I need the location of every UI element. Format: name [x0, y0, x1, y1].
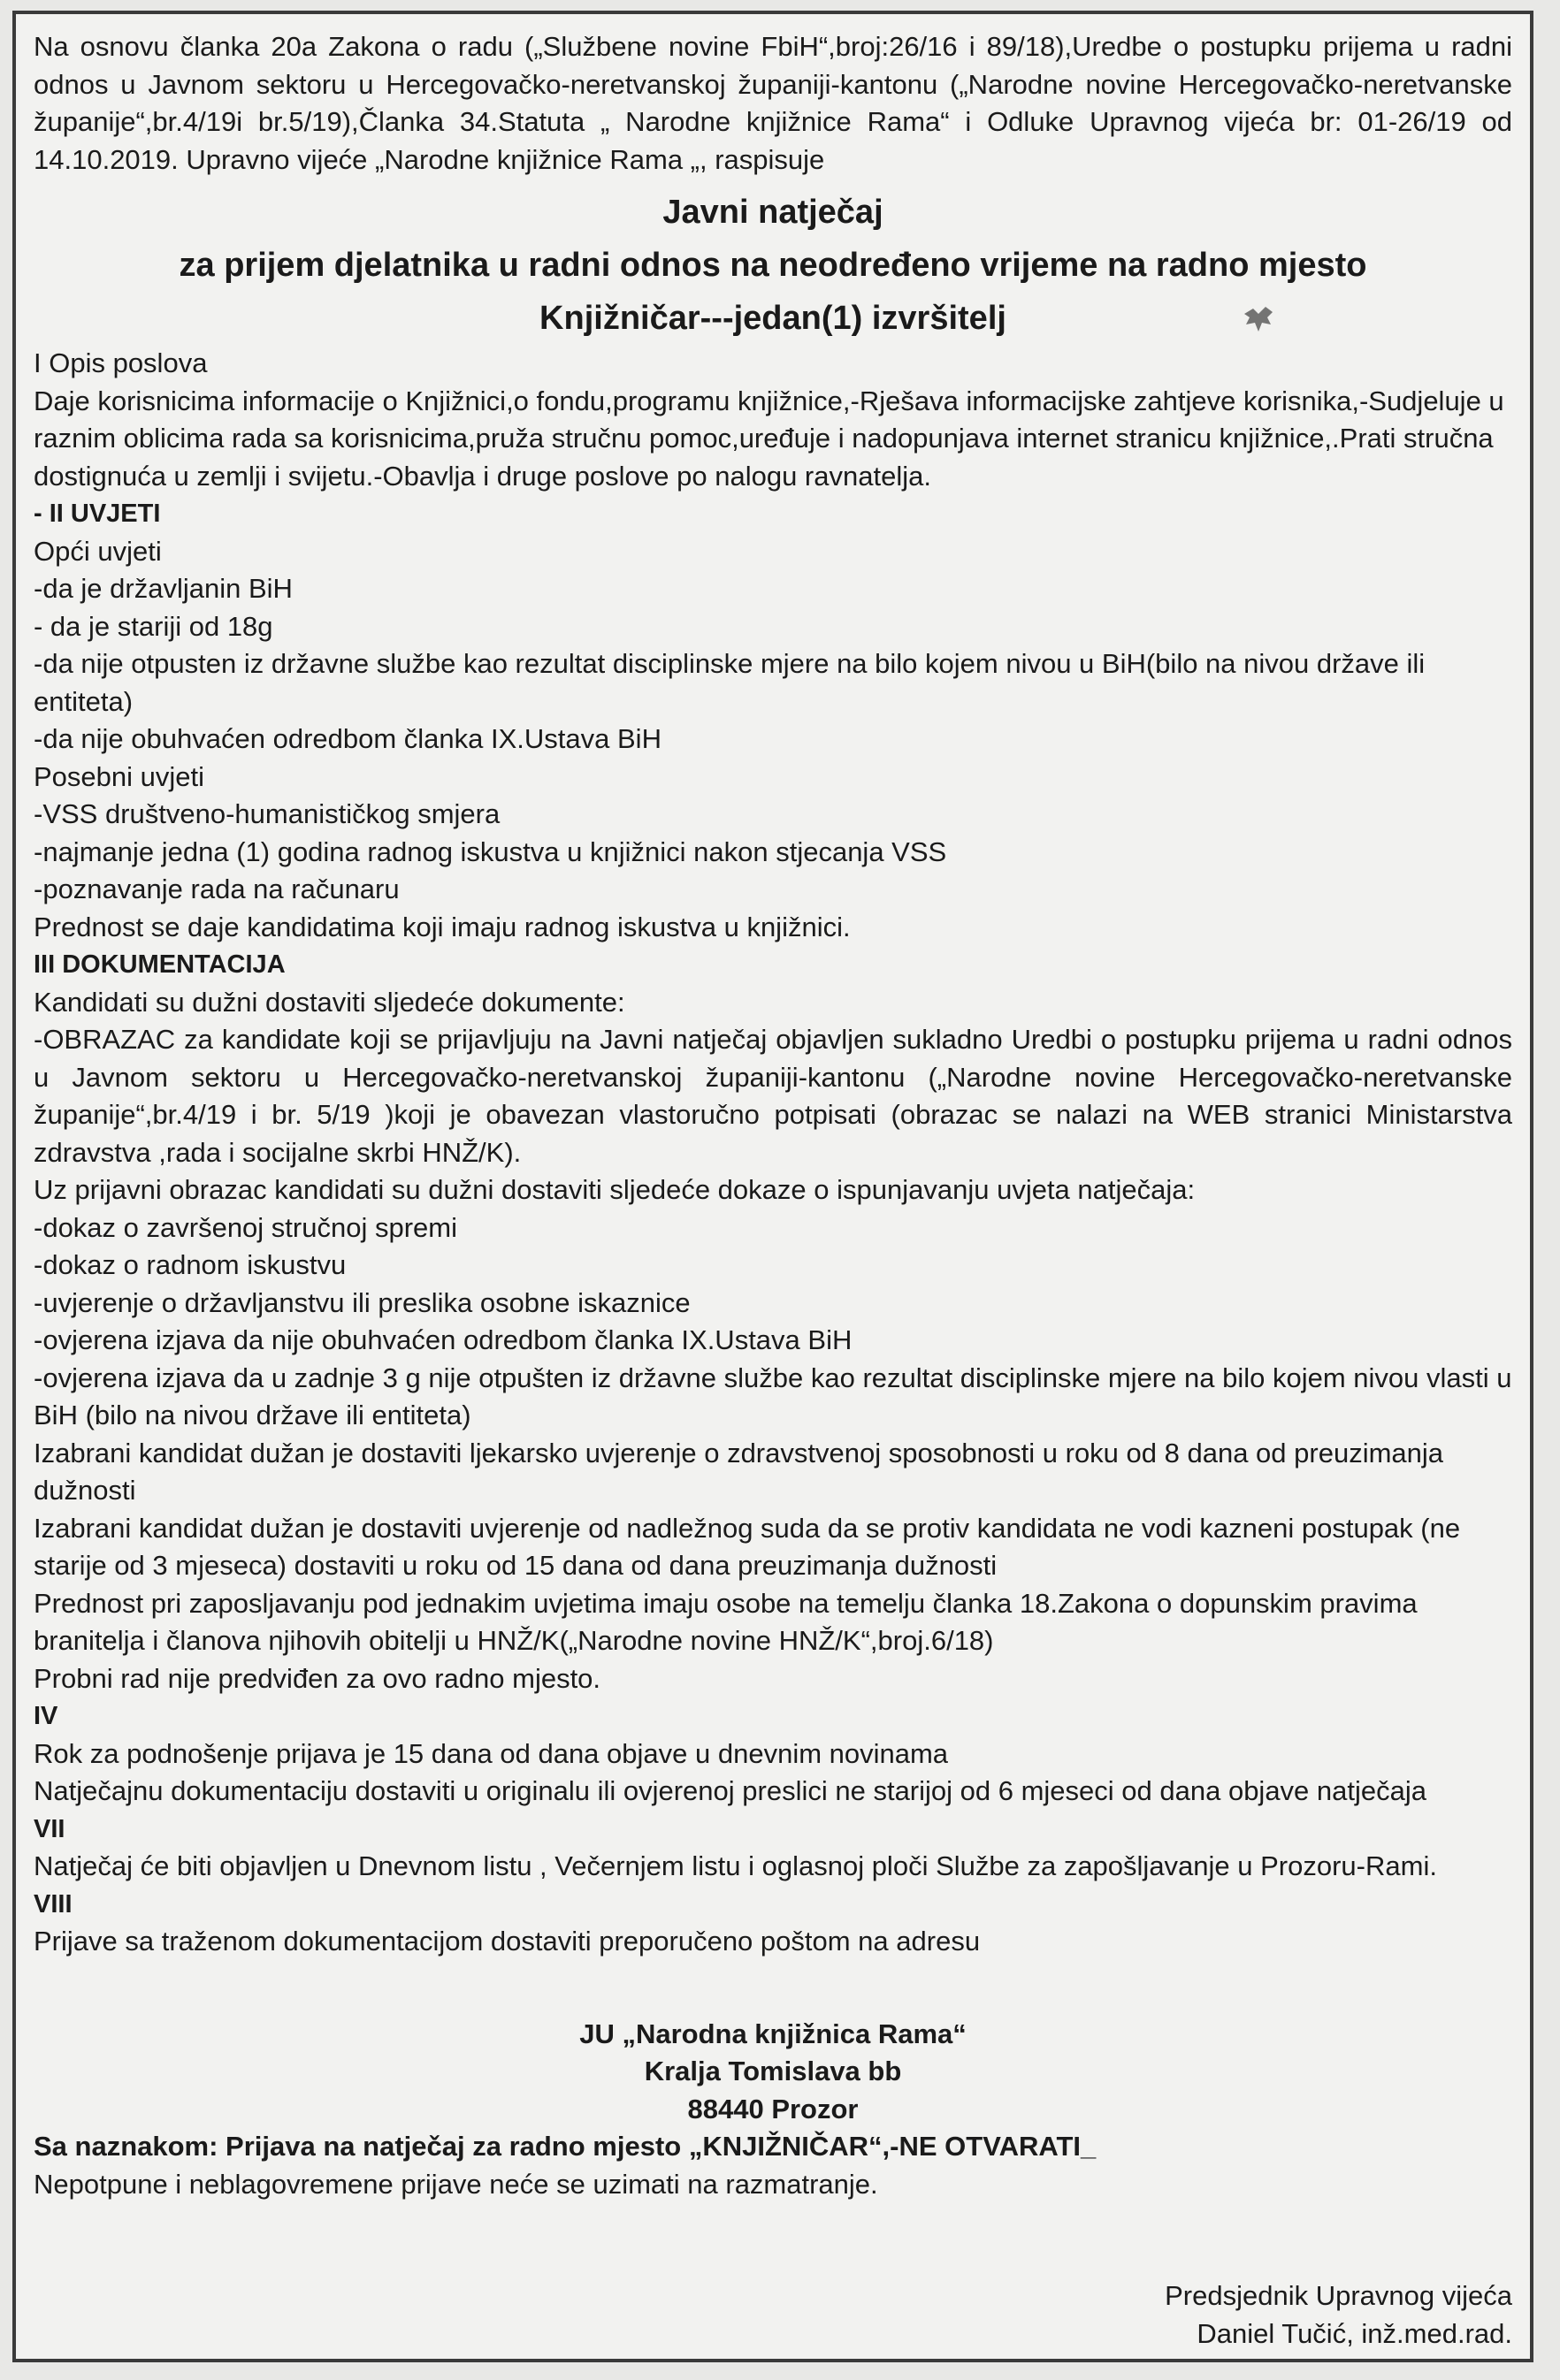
documentation-line: Izabrani kandidat dužan je dostaviti uvjerenje od nadležnog suda da se protiv kandidata ne vodi kazneni postupak (ne starije od 3 mjeseca) dostaviti u roku od 15 dana od dana preuzimanja dužnosti	[34, 1512, 1461, 1581]
special-condition: -poznavanje rada na računaru	[34, 873, 400, 904]
address-line-1: JU „Narodna knjižnica Rama“	[579, 2018, 967, 2049]
documentation-line: Uz prijavni obrazac kandidati su dužni dostaviti sljedeće dokaze o ispunjavanju uvjeta natječaja:	[34, 1174, 1196, 1205]
general-condition: -da nije otpusten iz državne službe kao rezultat disciplinske mjere na bilo kojem nivou u BiH(bilo na nivou države ili entiteta)	[34, 648, 1426, 717]
signature-name: Daniel Tučić, inž.med.rad.	[1197, 2317, 1512, 2349]
section-1-text: Daje korisnicima informacije o Knjižnici,o fondu,programu knjižnice,-Rješava informacijske zahtjeve korisnika,-Sudjeluje u raznim oblicima rada sa korisnicima,pruža stručnu pomoc,uređuje i nadopunjava internet stranicu knjižnice,.Prati stručna dostignuća u zemlji i svijetu.-Obavlja i druge poslove po nalogu ravnatelja.	[34, 385, 1504, 492]
documentation-line: -ovjerena izjava da nije obuhvaćen odredbom članka IX.Ustava BiH	[34, 1324, 853, 1355]
section-8-heading: VIII	[34, 1889, 73, 1918]
section-3-heading: III DOKUMENTACIJA	[34, 950, 286, 979]
special-condition: -najmanje jedna (1) godina radnog iskustva u knjižnici nakon stjecanja VSS	[34, 835, 947, 867]
general-condition: - da je stariji od 18g	[34, 610, 273, 642]
section-2-heading: - II UVJETI	[34, 500, 161, 528]
documentation-line: Probni rad nije predviđen za ovo radno mjesto.	[34, 1662, 601, 1694]
documentation-line: -ovjerena izjava da u zadnje 3 g nije otpušten iz državne službe kao rezultat disciplinske mjere na bilo kojem nivou vlasti u BiH (bilo na nivou države ili entiteta)	[34, 1362, 1512, 1430]
general-condition: -da nije obuhvaćen odredbom članka IX.Ustava BiH	[34, 723, 661, 754]
title-line-2: za prijem djelatnika u radni odnos na neodređeno vrijeme na radno mjesto	[179, 247, 1367, 284]
documentation-line: Kandidati su dužni dostaviti sljedeće dokumente:	[34, 986, 625, 1018]
section-1-heading: I Opis poslova	[34, 347, 208, 378]
signature-title: Predsjednik Upravnog vijeća	[1165, 2280, 1512, 2311]
documentation-line: -uvjerenje o državljanstvu ili preslika osobne iskaznice	[34, 1286, 691, 1318]
submission-line: Prijave sa traženom dokumentacijom dostaviti preporučeno poštom na adresu	[34, 1926, 981, 1957]
envelope-note: Sa naznakom: Prijava na natječaj za radno mjesto „KNJIŽNIČAR“,-NE OTVARATI_	[34, 2131, 1097, 2162]
publication-line: Natječaj će biti objavljen u Dnevnom listu , Večernjem listu i oglasnoj ploči Službe za zapošljavanje u Prozoru-Rami.	[34, 1850, 1437, 1881]
address-line-2: Kralja Tomislava bb	[644, 2056, 902, 2086]
general-condition: -da je državljanin BiH	[34, 573, 293, 604]
documentation-line: Prednost pri zaposljavanju pod jednakim uvjetima imaju osobe na temelju članka 18.Zakona o dopunskim pravima branitelja i članova njihovih obitelji u HNŽ/K(„Narodne novine HNŽ/K“,broj.6/18)	[34, 1587, 1418, 1656]
title-line-1: Javni natječaj	[662, 194, 883, 231]
address-line-3: 88440 Prozor	[687, 2093, 859, 2124]
special-condition: -VSS društveno-humanističkog smjera	[34, 798, 501, 829]
priority-note: Prednost se daje kandidatima koji imaju radnog iskustva u knjižnici.	[34, 911, 851, 942]
documentation-line: -OBRAZAC za kandidate koji se prijavljuju na Javni natječaj objavljen sukladno Uredbi o postupku prijema u radni odnos u Javnom sektoru u Hercegovačko-neretvanskoj županiji-kantonu („Narodne novine Hercegovačko-neretvanske županije“,br.4/19 i br. 5/19 )koji je obavezan vlastoručno potpisati (obrazac se nalazi na WEB stranici Ministarstva zdravstva ,rada i socijalne skrbi HNŽ/K).	[34, 1024, 1512, 1168]
deadline-line: Natječajnu dokumentaciju dostaviti u originalu ili ovjerenoj preslici ne starijoj od 6 mjeseci od dana objave natječaja	[34, 1775, 1427, 1806]
closing-note: Nepotpune i neblagovremene prijave neće se uzimati na razmatranje.	[34, 2168, 878, 2200]
deadline-line: Rok za podnošenje prijava je 15 dana od dana objave u dnevnim novinama	[34, 1737, 949, 1769]
general-conditions-heading: Opći uvjeti	[34, 535, 162, 567]
special-conditions-heading: Posebni uvjeti	[34, 760, 205, 792]
announcement-page	[12, 11, 1533, 2362]
section-7-heading: VII	[34, 1814, 65, 1843]
section-4-heading: IV	[34, 1702, 58, 1730]
title-line-3: Knjižničar---jedan(1) izvršitelj	[539, 300, 1006, 337]
documentation-line: Izabrani kandidat dužan je dostaviti ljekarsko uvjerenje o zdravstvenoj sposobnosti u roku od 8 dana od preuzimanja dužnosti	[34, 1437, 1444, 1506]
print-mark-icon	[1241, 301, 1276, 337]
intro-paragraph: Na osnovu članka 20a Zakona o radu („Službene novine FbiH“,broj:26/16 i 89/18),Uredbe o postupku prijema u radni odnos u Javnom sektoru u Hercegovačko-neretvanskoj županiji-kantonu („Narodne novine Hercegovačko-neretvanske županije“,br.4/19i br.5/19),Članka 34.Statuta „ Narodne knjižnice Rama“ i Odluke Upravnog vijeća br: 01-26/19 od 14.10.2019. Upravno vijeće „Narodne knjižnice Rama „, raspisuje	[34, 31, 1512, 175]
documentation-line: -dokaz o radnom iskustvu	[34, 1249, 347, 1280]
documentation-line: -dokaz o završenoj stručnoj spremi	[34, 1211, 457, 1243]
